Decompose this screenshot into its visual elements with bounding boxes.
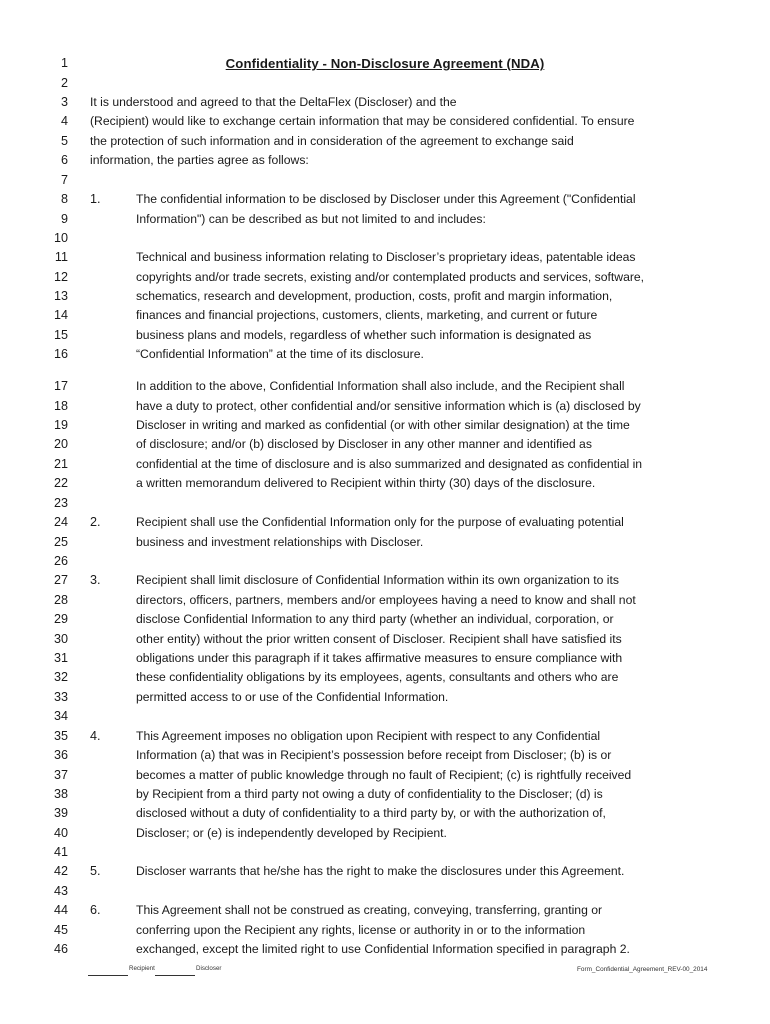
line-number: 26 (53, 554, 68, 568)
document-line (0, 248, 770, 267)
line-text: exchanged, except the limited right to use Confidential Information specified in paragraph 2. (136, 942, 630, 956)
document-line (0, 746, 770, 765)
line-text: Technical and business information relating to Discloser’s proprietary ideas, patentable ideas (136, 250, 636, 264)
document-line (0, 397, 770, 416)
line-text: directors, officers, partners, members and/or employees having a need to know and shall not (136, 593, 636, 607)
line-text: business and investment relationships with Discloser. (136, 535, 424, 549)
line-number: 18 (53, 399, 68, 413)
section-marker: 4. (90, 729, 101, 743)
line-text: conferring upon the Recipient any rights, license or authority in or to the information (136, 923, 586, 937)
document-line (0, 766, 770, 785)
document-line (0, 688, 770, 707)
line-text: becomes a matter of public knowledge through no fault of Recipient; (c) is rightfully received (136, 768, 632, 782)
section-marker: 1. (90, 192, 101, 206)
document-line (0, 268, 770, 287)
line-text: Recipient shall use the Confidential Information only for the purpose of evaluating potential (136, 515, 624, 529)
document-line (0, 93, 770, 112)
line-number: 9 (60, 212, 68, 226)
discloser-initial-line (155, 975, 195, 976)
document-line (0, 707, 770, 726)
document-line (0, 843, 770, 862)
section-marker: 3. (90, 573, 101, 587)
document-line (0, 901, 770, 920)
line-text: business plans and models, regardless of whether such information is designated as (136, 328, 592, 342)
document-line (0, 210, 770, 229)
document-line (0, 151, 770, 170)
line-number: 42 (53, 864, 68, 878)
document-line (0, 287, 770, 306)
line-text: copyrights and/or trade secrets, existing and/or contemplated products and services, software, (136, 270, 645, 284)
line-number: 43 (53, 884, 68, 898)
section-marker: 5. (90, 864, 101, 878)
line-text: information, the parties agree as follows: (90, 153, 309, 167)
line-number: 15 (53, 328, 68, 342)
document-line (0, 54, 770, 73)
line-text: (Recipient) would like to exchange certain information that may be considered confidential. To ensure (90, 114, 635, 128)
line-text: disclosed without a duty of confidentiality to a third party by, or with the authorization of, (136, 806, 606, 820)
line-number: 20 (53, 437, 68, 451)
line-number: 27 (53, 573, 68, 587)
section-marker: 6. (90, 903, 101, 917)
line-number: 36 (53, 748, 68, 762)
line-text: permitted access to or use of the Confidential Information. (136, 690, 449, 704)
line-text: finances and financial projections, customers, clients, marketing, and current or future (136, 308, 598, 322)
line-number: 32 (53, 670, 68, 684)
document-line (0, 74, 770, 93)
discloser-label: Discloser (196, 965, 222, 972)
line-number: 7 (60, 173, 68, 187)
form-id: Form_Confidential_Agreement_REV-00_2014 (577, 966, 708, 973)
document-line (0, 513, 770, 532)
recipient-initial-line (88, 975, 128, 976)
document-title: Confidentiality - Non-Disclosure Agreement (NDA) (225, 56, 545, 71)
document-line (0, 824, 770, 843)
line-number: 2 (60, 76, 68, 90)
document-line (0, 416, 770, 435)
line-text: Discloser; or (e) is independently developed by Recipient. (136, 826, 447, 840)
line-text: “Confidential Information” at the time of its disclosure. (136, 347, 424, 361)
line-text: these confidentiality obligations by its employees, agents, consultants and others who are (136, 670, 619, 684)
document-line (0, 132, 770, 151)
document-line (0, 610, 770, 629)
line-number: 25 (53, 535, 68, 549)
document-line (0, 785, 770, 804)
line-number: 44 (53, 903, 68, 917)
document-line (0, 494, 770, 513)
section-marker: 2. (90, 515, 101, 529)
line-number: 34 (53, 709, 68, 723)
document-line (0, 921, 770, 940)
document-line (0, 474, 770, 493)
document-line (0, 326, 770, 345)
document-line (0, 229, 770, 248)
line-text: confidential at the time of disclosure and is also summarized and designated as confidential in (136, 457, 643, 471)
document-line (0, 591, 770, 610)
line-number: 29 (53, 612, 68, 626)
line-number: 13 (53, 289, 68, 303)
line-text: In addition to the above, Confidential Information shall also include, and the Recipient shall (136, 379, 625, 393)
line-number: 5 (60, 134, 68, 148)
document-line (0, 668, 770, 687)
line-number: 11 (54, 250, 68, 264)
line-text: Discloser warrants that he/she has the right to make the disclosures under this Agreement. (136, 864, 625, 878)
line-number: 12 (53, 270, 68, 284)
line-number: 1 (60, 56, 68, 70)
document-line (0, 727, 770, 746)
line-number: 28 (53, 593, 68, 607)
line-text: of disclosure; and/or (b) disclosed by Discloser in any other manner and identified as (136, 437, 592, 451)
document-line (0, 940, 770, 959)
document-line (0, 649, 770, 668)
document-line (0, 345, 770, 364)
document-line (0, 435, 770, 454)
line-number: 33 (53, 690, 68, 704)
document-line (0, 882, 770, 901)
document-line (0, 190, 770, 209)
document-line (0, 862, 770, 881)
line-text: Recipient shall limit disclosure of Confidential Information within its own organization to its (136, 573, 619, 587)
line-number: 10 (53, 231, 68, 245)
line-number: 41 (53, 845, 68, 859)
line-text: schematics, research and development, production, costs, profit and margin information, (136, 289, 613, 303)
line-number: 8 (60, 192, 68, 206)
line-text: This Agreement shall not be construed as creating, conveying, transferring, granting or (136, 903, 603, 917)
recipient-label: Recipient (129, 965, 155, 972)
line-number: 24 (53, 515, 68, 529)
line-number: 16 (53, 347, 68, 361)
document-line (0, 630, 770, 649)
line-number: 3 (60, 95, 68, 109)
line-text: The confidential information to be disclosed by Discloser under this Agreement ("Confidential (136, 192, 636, 206)
line-number: 45 (53, 923, 68, 937)
line-number: 39 (53, 806, 68, 820)
line-number: 46 (53, 942, 68, 956)
line-number: 30 (53, 632, 68, 646)
line-text: the protection of such information and in consideration of the agreement to exchange said (90, 134, 574, 148)
line-text: Discloser in writing and marked as confidential (or with other similar designation) at the time (136, 418, 630, 432)
line-number: 6 (60, 153, 68, 167)
line-text: other entity) without the prior written consent of Discloser. Recipient shall have satisfied its (136, 632, 622, 646)
line-number: 19 (53, 418, 68, 432)
line-text: It is understood and agreed to that the DeltaFlex (Discloser) and the (90, 95, 457, 109)
line-number: 22 (53, 476, 68, 490)
line-text: a written memorandum delivered to Recipient within thirty (30) days of the disclosure. (136, 476, 596, 490)
document-line (0, 533, 770, 552)
document-line (0, 571, 770, 590)
line-text: This Agreement imposes no obligation upon Recipient with respect to any Confidential (136, 729, 601, 743)
line-text: have a duty to protect, other confidential and/or sensitive information which is (a) disclosed by (136, 399, 641, 413)
line-text: Information (a) that was in Recipient’s possession before receipt from Discloser; (b) is or (136, 748, 612, 762)
line-number: 4 (60, 114, 68, 128)
line-number: 40 (53, 826, 68, 840)
line-number: 35 (53, 729, 68, 743)
document-line (0, 377, 770, 396)
line-text: obligations under this paragraph if it takes affirmative measures to ensure compliance with (136, 651, 623, 665)
line-number: 23 (53, 496, 68, 510)
line-number: 31 (53, 651, 68, 665)
document-line (0, 804, 770, 823)
document-line (0, 306, 770, 325)
document-line (0, 171, 770, 190)
line-number: 14 (53, 308, 68, 322)
line-text: disclose Confidential Information to any third party (whether an individual, corporation, or (136, 612, 614, 626)
line-text: Information") can be described as but not limited to and includes: (136, 212, 486, 226)
line-number: 37 (53, 768, 68, 782)
document-line (0, 455, 770, 474)
document-line (0, 552, 770, 571)
line-number: 38 (53, 787, 68, 801)
line-text: by Recipient from a third party not owing a duty of confidentiality to the Discloser; (d) is (136, 787, 603, 801)
line-number: 17 (53, 379, 68, 393)
line-number: 21 (53, 457, 68, 471)
document-line (0, 112, 770, 131)
